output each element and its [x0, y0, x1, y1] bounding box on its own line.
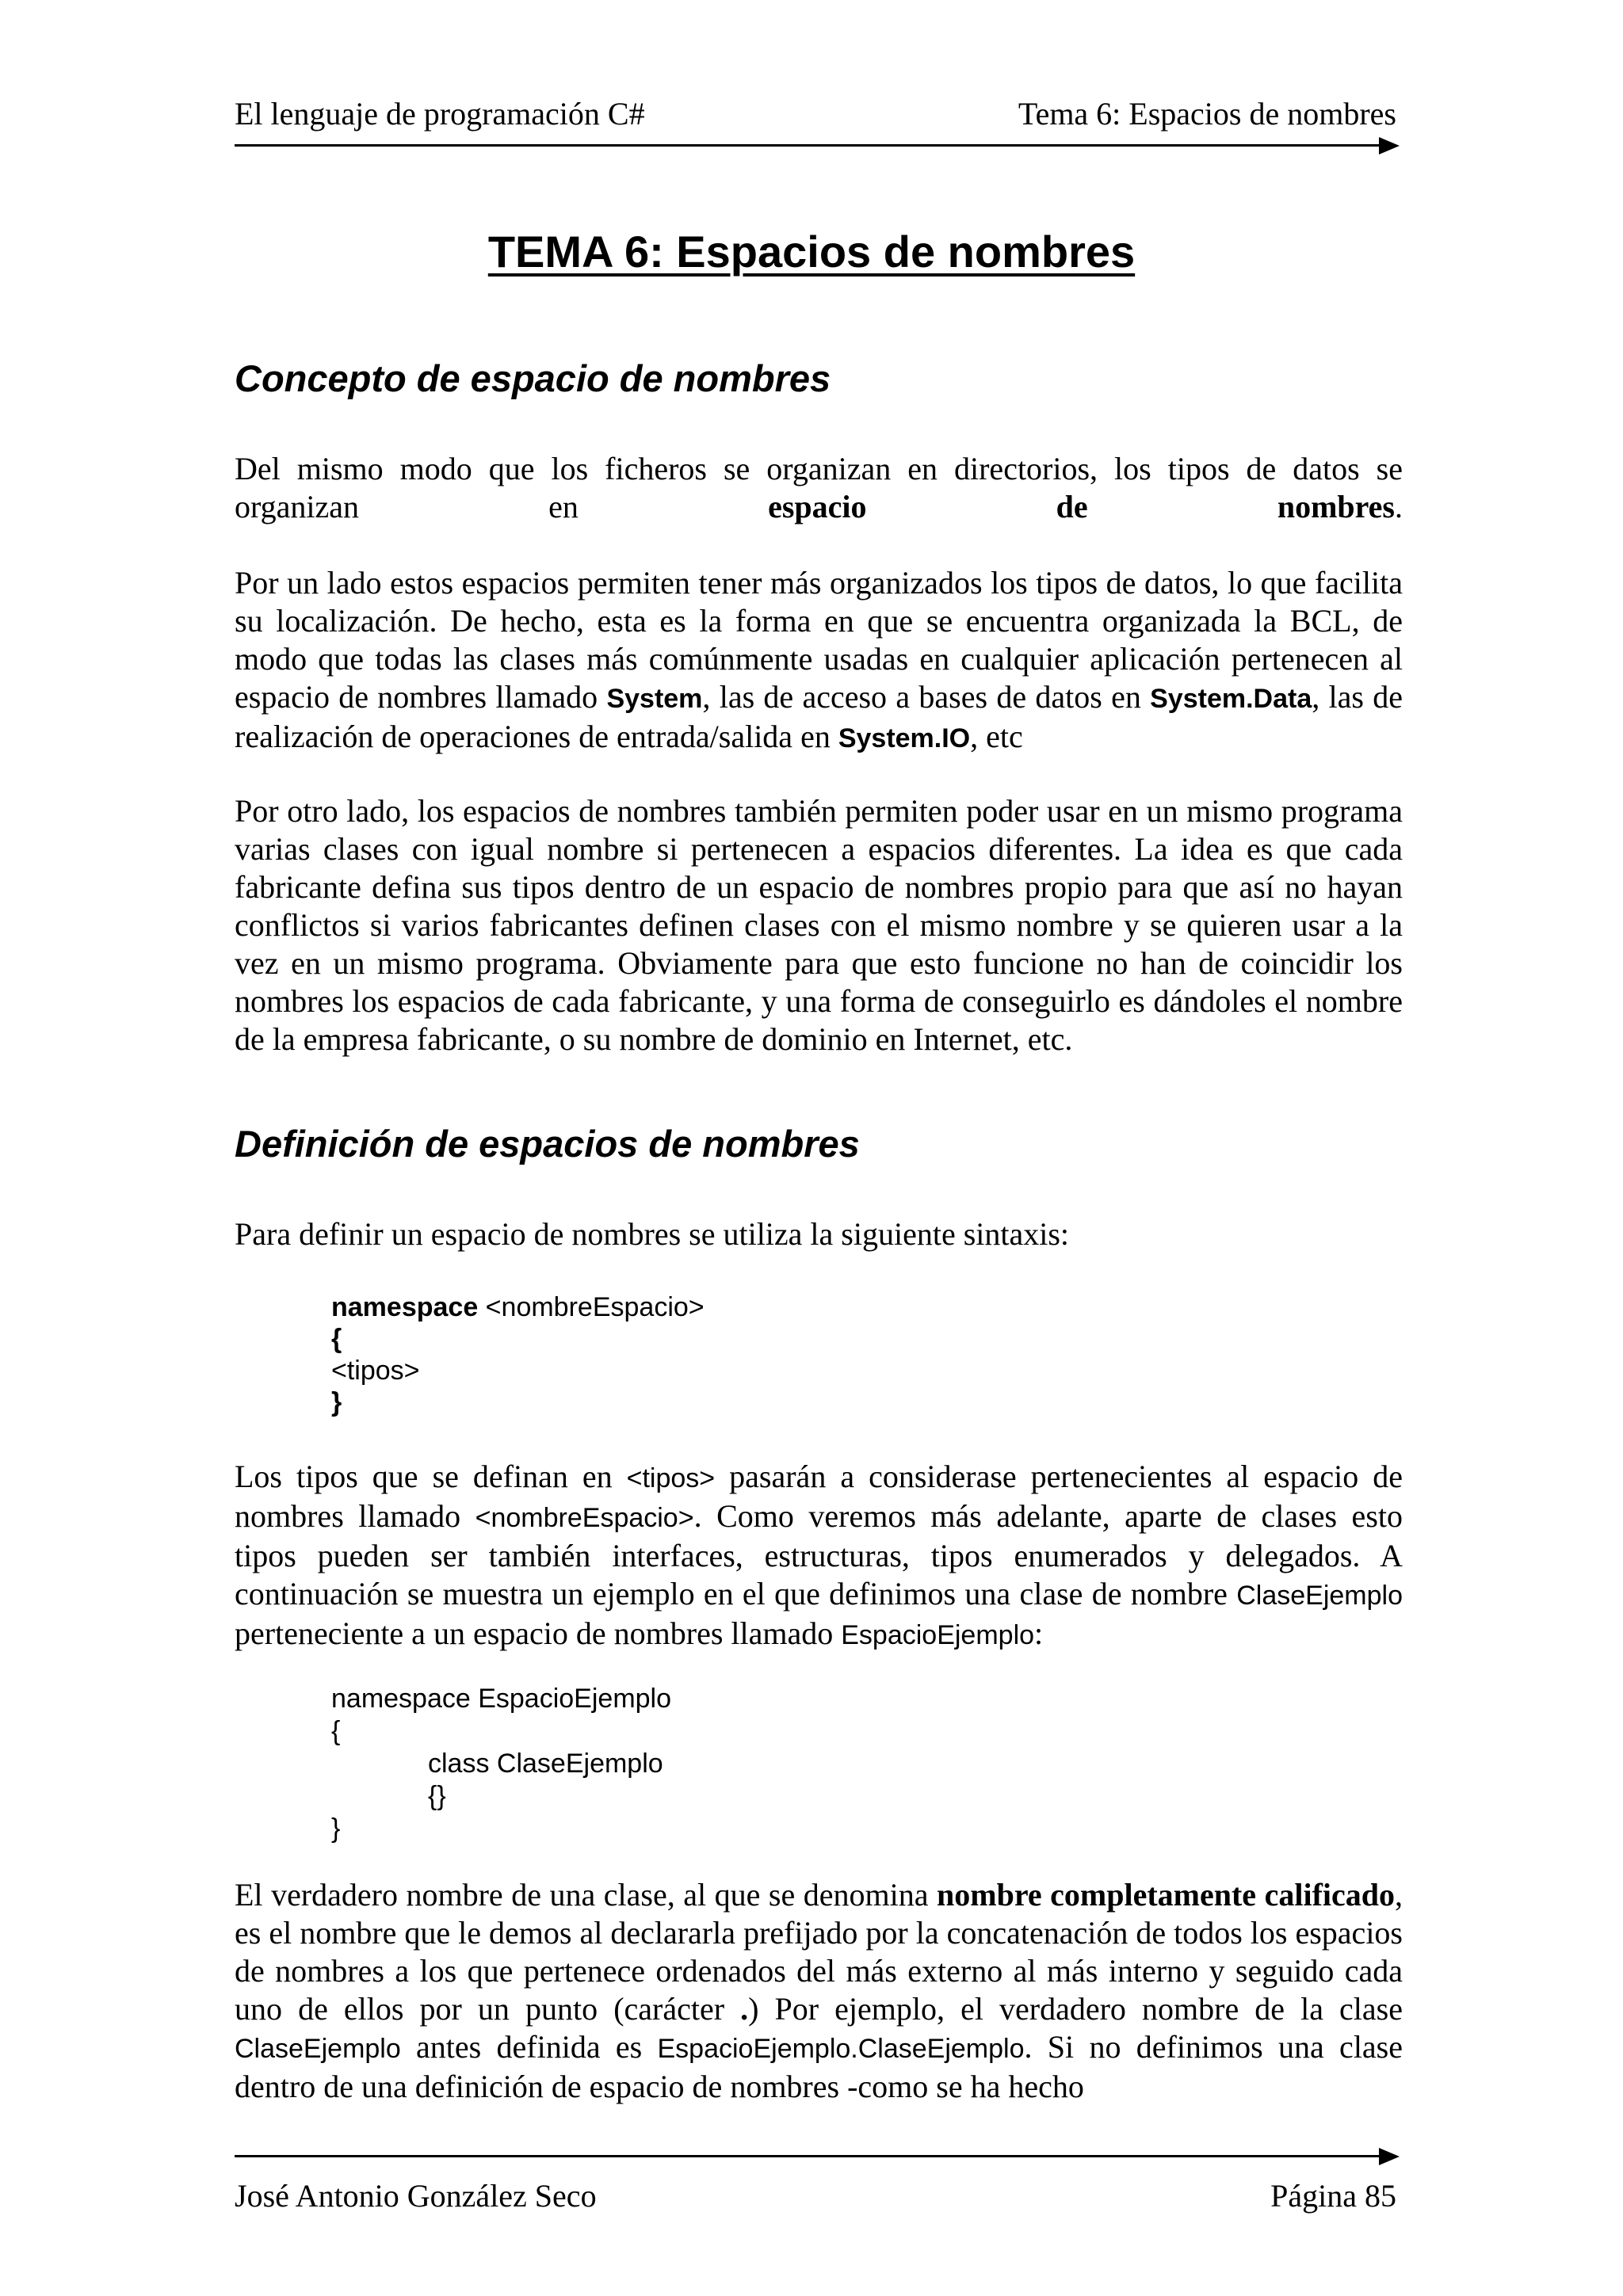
code-line: namespace EspacioEjemplo: [331, 1684, 672, 1714]
paragraph-1: Del mismo modo que los ficheros se organizan en directorios, los tipos de datos se organizan en espacio de nombres.: [235, 451, 1403, 524]
footer-rule: [235, 2155, 1387, 2157]
header-chapter-title: Tema 6: Espacios de nombres: [1018, 96, 1396, 132]
footer-page-number: Página 85: [1270, 2178, 1396, 2214]
code-line: class ClaseEjemplo: [428, 1749, 663, 1779]
paragraph-2: Por un lado estos espacios permiten tener más organizados los tipos de datos, lo que facilita su localización. De hecho, esta es la forma en que se encuentra organizada la BCL, de modo que todas las clases más comúnmente usadas en cualquier aplicación pertenecen al espacio de nombres llamado System, las de acceso a bases de datos en System.Data, las de realización de operaciones de entrada/salida en System.IO, etc: [235, 565, 1403, 754]
syntax-code-block: [331, 1291, 705, 1418]
footer-rule-arrow-icon: [1379, 2148, 1400, 2165]
section-heading-definicion: Definición de espacios de nombres: [235, 1123, 860, 1165]
example-code-block: [331, 1683, 671, 1845]
paragraph-3: Por otro lado, los espacios de nombres también permiten poder usar en un mismo programa varias clases con igual nombre si pertenecen a espacios diferentes. La idea es que cada fabricante defina sus tipos dentro de un espacio de nombres propio para que así no hayan conflictos si varios fabricantes definen clases con el mismo nombre y se quieren usar a la vez en un mismo programa. Obviamente para que esto funcione no han de coincidir los nombres los espacios de cada fabricante, y una forma de conseguirlo es dándoles el nombre de la empresa fabricante, o su nombre de dominio en Internet, etc.: [235, 793, 1403, 1057]
section-heading-concepto: Concepto de espacio de nombres: [235, 357, 831, 399]
running-header: [235, 93, 1401, 135]
header-rule: [235, 144, 1387, 147]
page-title: TEMA 6: Espacios de nombres: [487, 227, 1136, 277]
code-line: <tipos>: [331, 1356, 420, 1386]
paragraph-syntax-intro: Para definir un espacio de nombres se utiliza la siguiente sintaxis:: [235, 1216, 1070, 1252]
paragraph-5: El verdadero nombre de una clase, al que se denomina nombre completamente calificado, es el nombre que le demos al declararla prefijado por la concatenación de todos los espacios de nombres a los que pertenece ordenados del más externo al más interno y seguido cada uno de ellos por un punto (carácter .) Por ejemplo, el verdadero nombre de la clase ClaseEjemplo antes definida es EspacioEjemplo.ClaseEjemplo. Si no definimos una clase dentro de una definición de espacio de nombres -como se ha hecho: [235, 1877, 1403, 2104]
paragraph-4: Los tipos que se definan en <tipos> pasarán a considerase pertenecientes al espacio de nombres llamado <nombreEspacio>. Como veremos más adelante, aparte de clases esto tipos pueden ser también interfaces, estructuras, tipos enumerados y delegados. A continuación se muestra un ejemplo en el que definimos una clase de nombre ClaseEjemplo perteneciente a un espacio de nombres llamado EspacioEjemplo:: [235, 1459, 1403, 1651]
header-rule-arrow-icon: [1379, 137, 1400, 154]
header-book-title: El lenguaje de programación C#: [235, 96, 645, 132]
code-line: }: [331, 1387, 342, 1417]
page-footer: [235, 2176, 1401, 2217]
code-line: {: [331, 1324, 342, 1354]
code-line: namespace <nombreEspacio>: [331, 1292, 705, 1322]
code-line: {: [331, 1716, 341, 1746]
code-line: }: [331, 1814, 341, 1844]
code-line: {}: [428, 1781, 446, 1811]
footer-author: José Antonio González Seco: [235, 2178, 597, 2214]
